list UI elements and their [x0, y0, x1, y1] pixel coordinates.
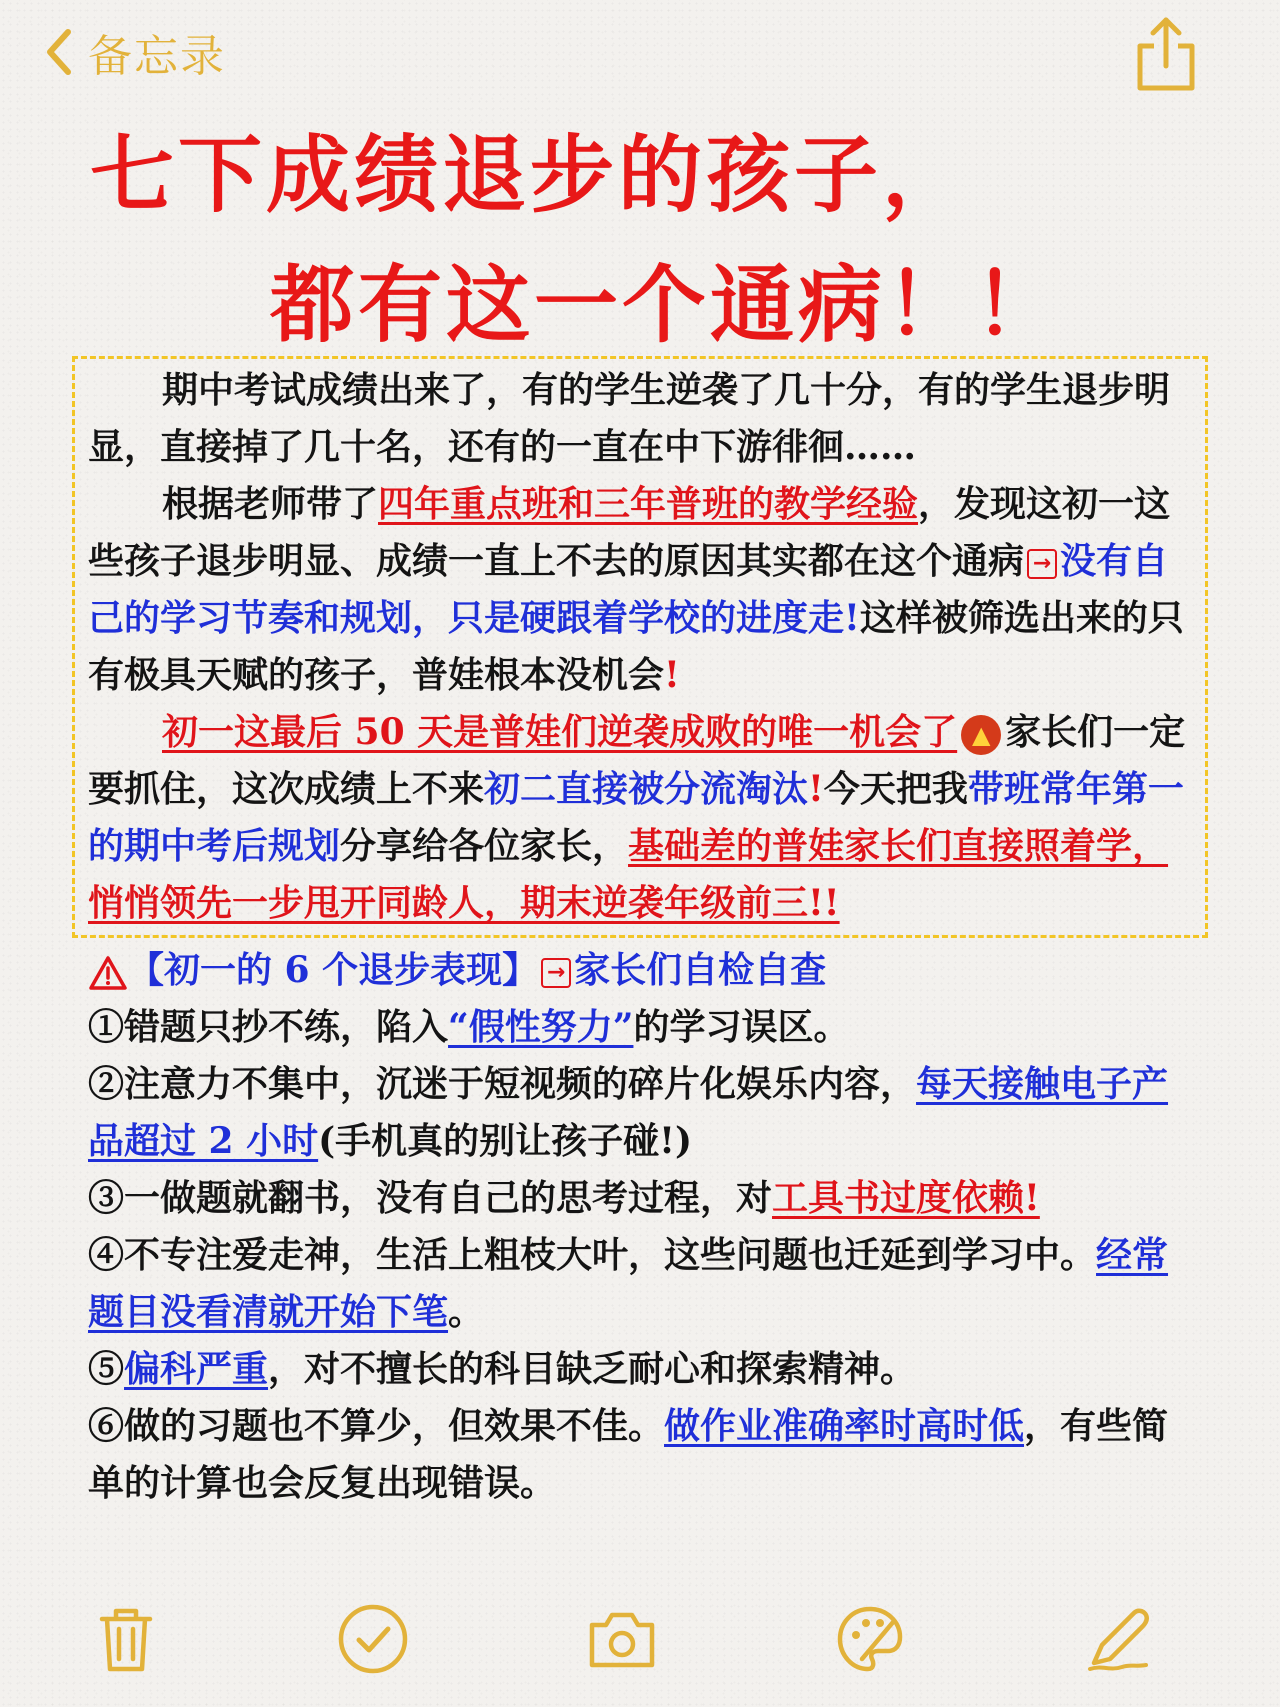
intro-text: 今天把我 [823, 768, 968, 810]
intro-text: 根据老师带了 [162, 483, 379, 525]
intro-paragraph-3 [88, 704, 1192, 932]
intro-text: ，发现这初一这些孩子退步明显、成绩一直上不去的原因其实都在这个通病 [88, 483, 1171, 582]
list-item [88, 999, 1192, 1056]
item-text: 的学习误区。 [633, 1006, 850, 1048]
pen-icon [1080, 1601, 1156, 1677]
arrow-right-icon: → [541, 958, 571, 988]
chevron-left-icon [40, 26, 78, 78]
warning-icon [88, 955, 128, 991]
highlight-experience: 四年重点班和三年普班的教学经验 [378, 483, 919, 525]
nav-bar [0, 0, 1280, 110]
item-highlight: 工具书过度依赖! [772, 1177, 1040, 1219]
item-highlight: 经常题目没看清就开始下笔 [88, 1234, 1169, 1333]
item-highlight: 偏科严重 [124, 1348, 269, 1390]
item-text: ，有些简单的计算也会反复出现错误。 [88, 1405, 1169, 1504]
item-text: ④不专注爱走神，生活上粗枝大叶，这些问题也迁延到学习中。 [88, 1234, 1097, 1276]
item-highlight: 每天接触电子产品超过 2 小时 [88, 1063, 1169, 1162]
list-item [88, 1398, 1192, 1512]
compose-button[interactable] [1080, 1601, 1156, 1677]
item-text: 。 [448, 1291, 485, 1333]
item-highlight: 做作业准确率时高时低 [664, 1405, 1025, 1447]
item-text: (手机真的别让孩子碰!) [318, 1120, 692, 1162]
palette-icon [832, 1601, 908, 1677]
bottom-toolbar [0, 1585, 1280, 1695]
back-button[interactable] [40, 22, 226, 82]
item-text: ⑤ [88, 1348, 125, 1390]
item-highlight: “假性努力” [448, 1006, 634, 1048]
list-item [88, 1056, 1192, 1170]
title-line-1: 七下成绩退步的孩子， [90, 126, 971, 224]
intro-text: 期中考试成绩出来了，有的学生逆袭了几十分，有的学生退步明显，直接掉了几十名，还有的一直在中下游徘徊…… [88, 369, 1171, 468]
arrow-right-icon: → [1027, 549, 1057, 579]
intro-paragraph-1 [88, 362, 1192, 476]
share-icon [1132, 14, 1200, 94]
title-line-2: 都有这一个通病！！ [270, 256, 1063, 354]
checklist-icon [335, 1601, 411, 1677]
item-text: ①错题只抄不练，陷入 [88, 1006, 449, 1048]
trash-icon [88, 1601, 164, 1677]
highlight-last-50-days: 初一这最后 50 天是普娃们逆袭成败的唯一机会了 [162, 711, 958, 753]
checklist-button[interactable] [335, 1601, 411, 1677]
item-text: ③一做题就翻书，没有自己的思考过程，对 [88, 1177, 773, 1219]
list-item [88, 1341, 1192, 1398]
symptom-list [88, 999, 1192, 1512]
intro-text: ! [664, 654, 680, 696]
section-title: 【初一的 6 个退步表现】 [128, 949, 539, 991]
back-label: 备忘录 [88, 31, 226, 82]
section-heading [88, 942, 1192, 999]
list-item [88, 1227, 1192, 1341]
intro-paragraph-2 [88, 476, 1192, 704]
highlight-problem: 没有自己的学习节奏和规划，只是硬跟着学校的进度走! [88, 540, 1169, 639]
markup-button[interactable] [832, 1601, 908, 1677]
delete-button[interactable] [88, 1601, 164, 1677]
item-text: ②注意力不集中，沉迷于短视频的碎片化娱乐内容， [88, 1063, 917, 1105]
fire-icon: ▲ [961, 715, 1001, 755]
highlight-goal: 基础差的普娃家长们直接照着学，悄悄领先一步甩开同龄人，期末逆袭年级前三!! [88, 825, 1169, 924]
item-text: ，对不擅长的科目缺乏耐心和探索精神。 [268, 1348, 917, 1390]
item-text: ⑥做的习题也不算少，但效果不佳。 [88, 1405, 665, 1447]
intro-text: 分享给各位家长， [340, 825, 629, 867]
section-subtitle: 家长们自检自查 [574, 949, 827, 991]
intro-text: ! [808, 768, 824, 810]
intro-text: 家长们一定要抓住，这次成绩上不来 [88, 711, 1186, 810]
intro-text: 这样被筛选出来的只有极具天赋的孩子，普娃根本没机会 [88, 597, 1184, 696]
highlight-plan: 带班常年第一的期中考后规划 [88, 768, 1184, 867]
highlight-streaming: 初二直接被分流淘汰 [484, 768, 809, 810]
camera-button[interactable] [584, 1601, 660, 1677]
list-item [88, 1170, 1192, 1227]
share-button[interactable] [1132, 14, 1200, 94]
camera-icon [584, 1601, 660, 1677]
